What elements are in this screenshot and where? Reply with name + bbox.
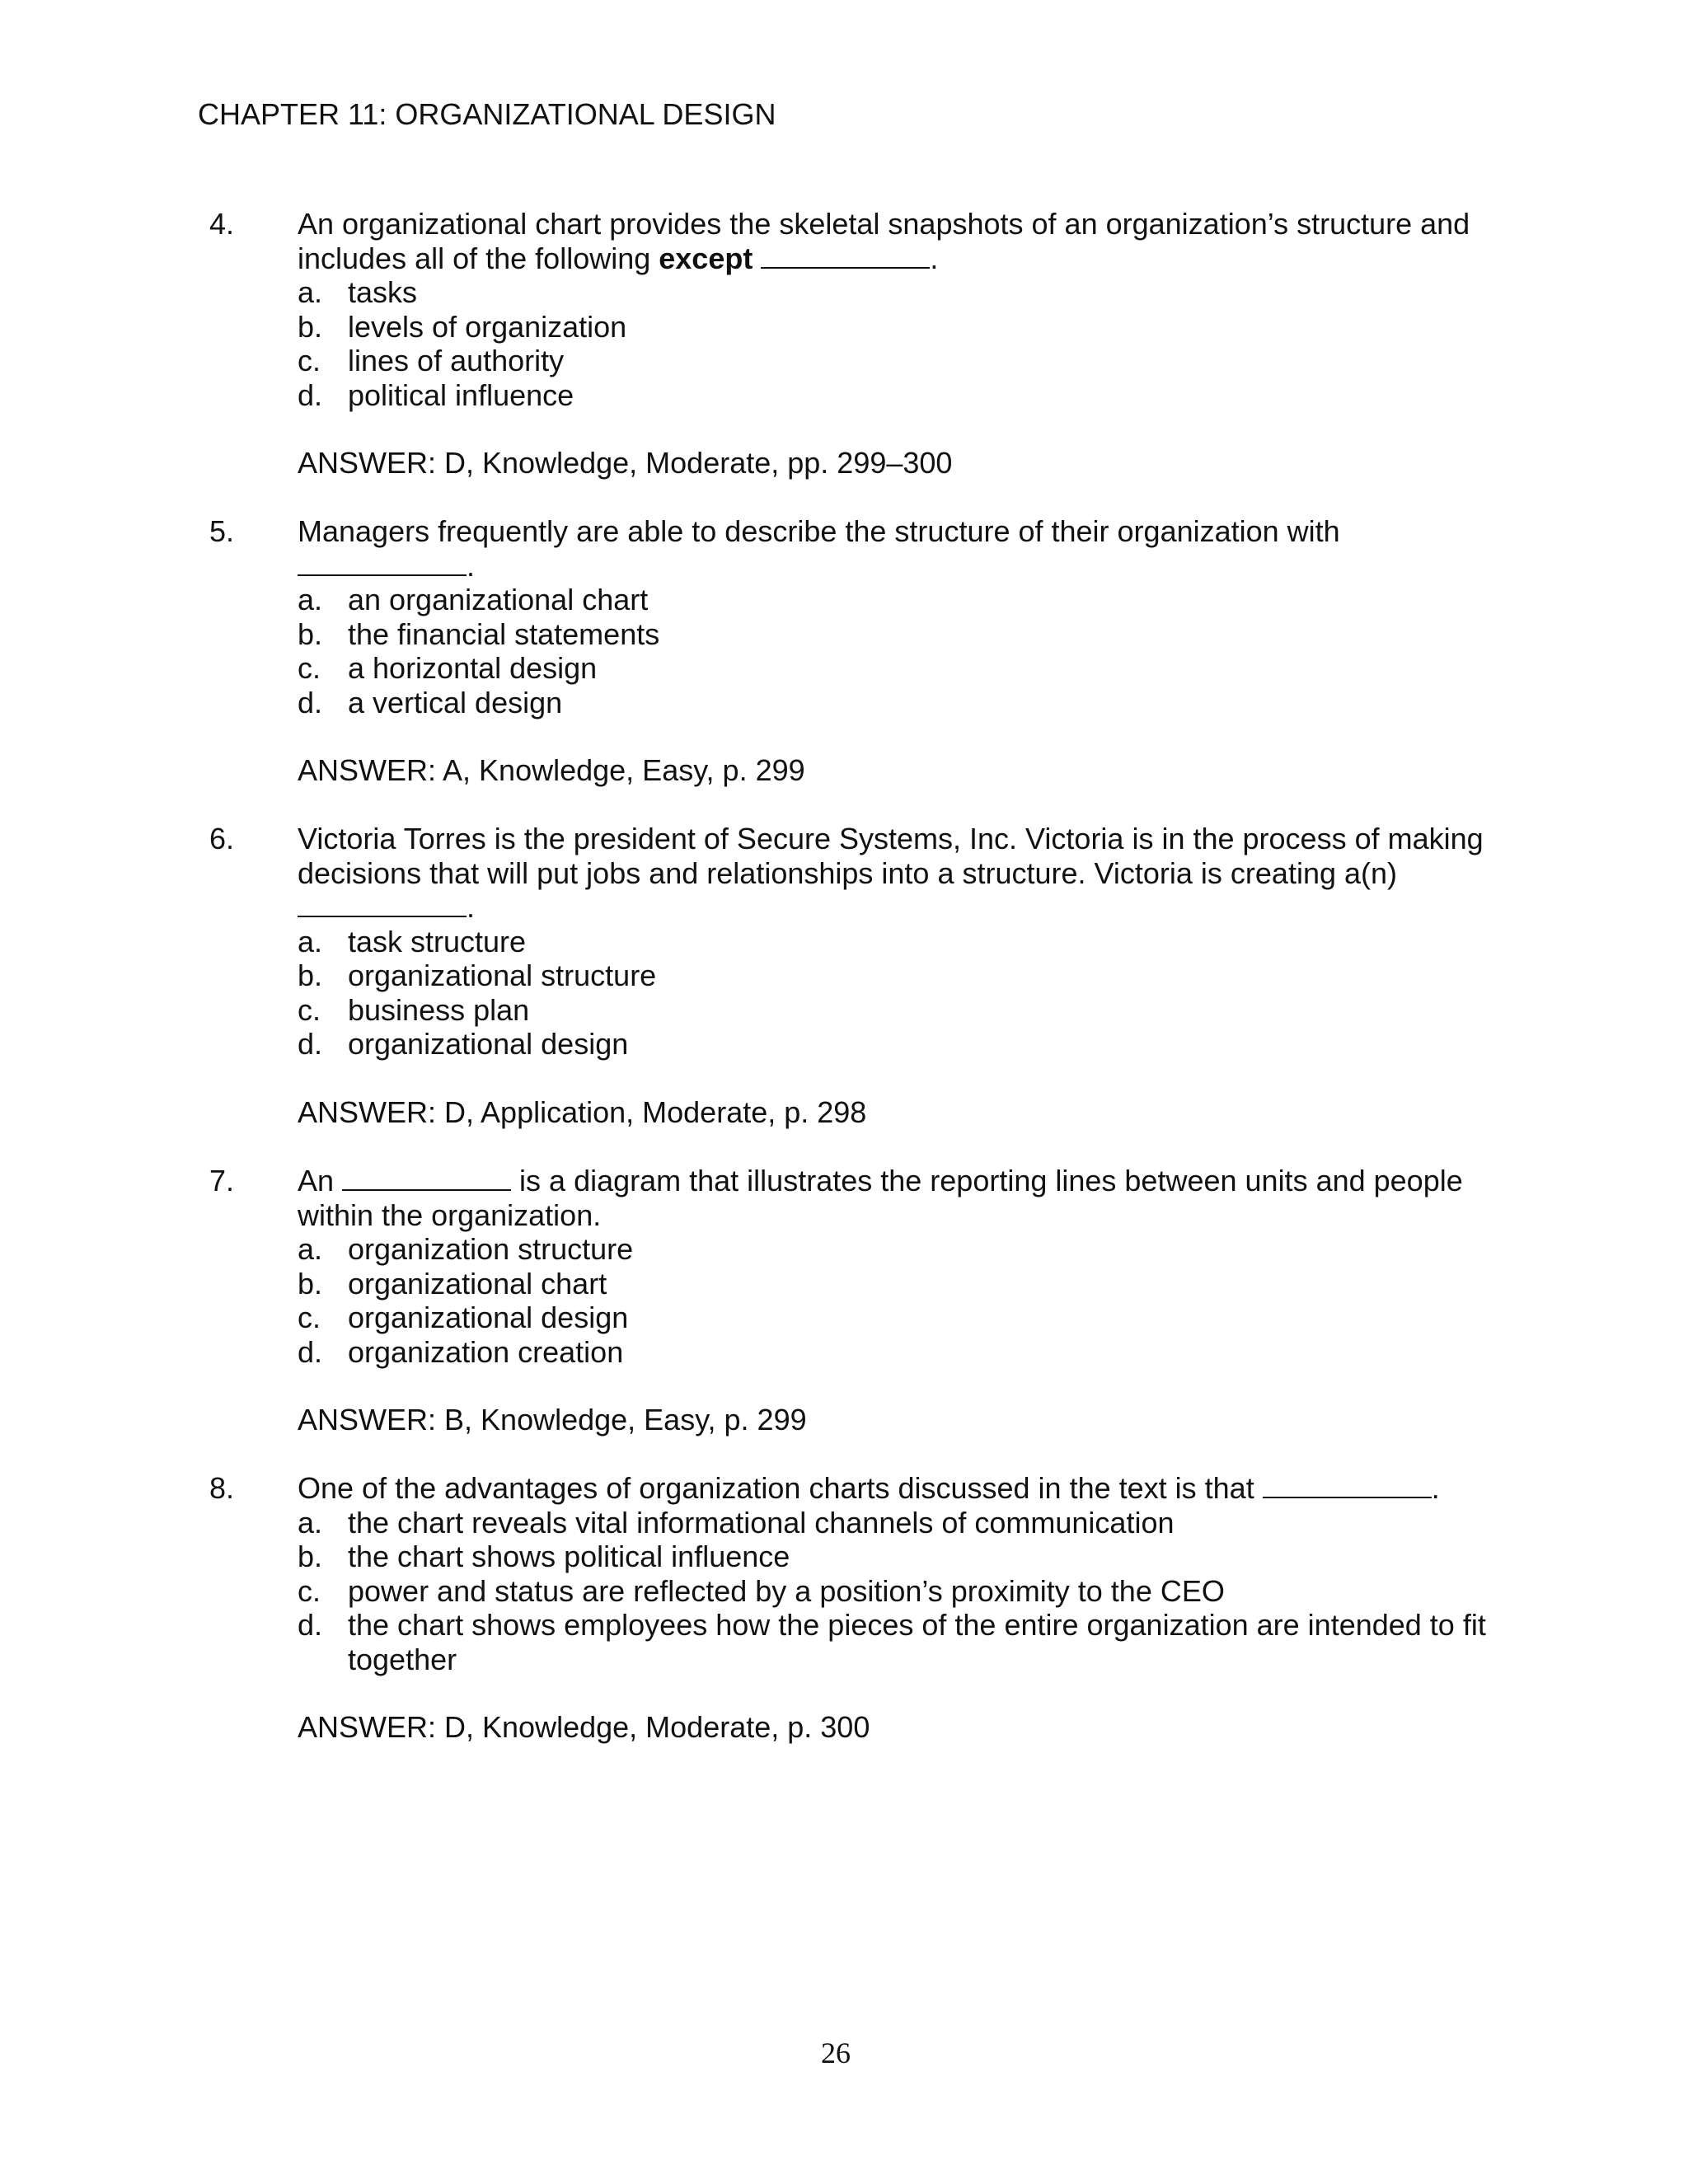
stem-emphasis: except — [659, 241, 753, 275]
option-a — [298, 1232, 1501, 1267]
option-a — [298, 925, 1501, 959]
option-b — [298, 617, 1501, 652]
option-letter: c. — [298, 651, 321, 685]
option-c — [298, 651, 1501, 686]
answer-key: ANSWER: D, Application, Moderate, p. 298 — [298, 1094, 867, 1129]
option-letter: c. — [298, 1301, 321, 1334]
stem-text-end: . — [930, 241, 939, 275]
option-d — [298, 686, 1501, 720]
option-a — [298, 1506, 1501, 1540]
answer-key: ANSWER: A, Knowledge, Easy, p. 299 — [298, 753, 805, 787]
option-c — [298, 344, 1501, 378]
option-text: the financial statements — [348, 616, 660, 651]
stem-text: One of the advantages of organization charts discussed in the text is that — [298, 1471, 1263, 1505]
option-text: organizational chart — [348, 1266, 607, 1301]
answer-key: ANSWER: B, Knowledge, Easy, p. 299 — [298, 1403, 807, 1436]
option-letter: b. — [298, 1266, 323, 1301]
question-stem — [298, 1471, 1501, 1506]
option-letter: d. — [298, 1334, 323, 1369]
option-letter: d. — [298, 1027, 323, 1061]
page-number: 26 — [821, 2036, 851, 2069]
answer-blank — [298, 550, 467, 576]
question-body — [298, 822, 1501, 1129]
option-text: lines of authority — [348, 344, 565, 377]
option-letter: d. — [298, 685, 323, 719]
option-letter: a. — [298, 1232, 323, 1266]
option-text: organization creation — [348, 1334, 624, 1369]
option-letter: b. — [298, 958, 323, 992]
stem-text-end: . — [467, 548, 476, 583]
option-d — [298, 1027, 1501, 1062]
option-a — [298, 583, 1501, 617]
question-stem — [298, 514, 1501, 583]
stem-text-end: is a diagram that illustrates the reporting lines between units and people within the organization. — [298, 1164, 1463, 1232]
option-text: tasks — [348, 275, 418, 309]
stem-text: Managers frequently are able to describe the structure of their organization with — [298, 514, 1340, 548]
question-stem — [298, 822, 1501, 925]
question-body — [298, 1164, 1501, 1437]
option-text: organizational structure — [348, 958, 657, 992]
question-number: 5. — [209, 514, 235, 548]
answer-blank — [1263, 1472, 1432, 1498]
question-body — [298, 514, 1501, 788]
option-a — [298, 275, 1501, 310]
option-text: the chart reveals vital informational channels of communication — [348, 1505, 1175, 1540]
option-text: organization structure — [348, 1232, 634, 1266]
option-letter: a. — [298, 1505, 323, 1540]
stem-text-end: . — [1431, 1471, 1440, 1505]
option-text: task structure — [348, 924, 527, 958]
option-letter: a. — [298, 924, 323, 958]
answer-key: ANSWER: D, Knowledge, Moderate, pp. 299–300 — [298, 446, 953, 480]
option-list — [298, 1232, 1501, 1369]
option-c — [298, 993, 1501, 1028]
option-letter: c. — [298, 1573, 321, 1608]
stem-text: Victoria Torres is the president of Secure Systems, Inc. Victoria is in the process of making decisions that will put jobs and relationships into a structure. Victoria is creating a(n) — [298, 822, 1484, 890]
option-text: an organizational chart — [348, 583, 649, 616]
option-text: a horizontal design — [348, 651, 598, 685]
question-number: 7. — [209, 1164, 235, 1197]
question-body — [298, 1471, 1501, 1745]
option-letter: c. — [298, 992, 321, 1027]
option-text: organizational design — [348, 1027, 629, 1061]
option-b — [298, 310, 1501, 344]
question-stem — [298, 1164, 1501, 1232]
option-letter: a. — [298, 275, 323, 309]
option-d — [298, 1608, 1501, 1676]
option-list — [298, 583, 1501, 719]
option-d — [298, 378, 1501, 413]
option-list — [298, 275, 1501, 412]
option-letter: d. — [298, 1608, 323, 1642]
option-c — [298, 1301, 1501, 1335]
chapter-title: CHAPTER 11: ORGANIZATIONAL DESIGN — [198, 97, 776, 131]
answer-blank — [342, 1165, 511, 1191]
option-letter: a. — [298, 583, 323, 616]
option-letter: b. — [298, 309, 323, 344]
option-text: levels of organization — [348, 309, 627, 344]
option-letter: b. — [298, 1540, 323, 1573]
option-b — [298, 958, 1501, 993]
answer-blank — [298, 891, 467, 917]
option-b — [298, 1540, 1501, 1574]
option-d — [298, 1335, 1501, 1370]
question-number: 6. — [209, 822, 235, 855]
option-letter: c. — [298, 344, 321, 377]
option-b — [298, 1267, 1501, 1301]
stem-text: An organizational chart provides the skeletal snapshots of an organization’s structure and includes all of the following — [298, 207, 1470, 275]
option-text: the chart shows political influence — [348, 1540, 790, 1573]
option-text: organizational design — [348, 1301, 629, 1334]
question-number: 4. — [209, 207, 235, 241]
option-list — [298, 1506, 1501, 1677]
option-text: a vertical design — [348, 685, 563, 719]
option-text: the chart shows employees how the pieces of the entire organization are intended to fit together — [348, 1608, 1486, 1676]
answer-blank — [761, 242, 930, 269]
option-text: business plan — [348, 992, 530, 1027]
stem-text: An — [298, 1164, 343, 1197]
question-stem — [298, 207, 1501, 275]
question-number: 8. — [209, 1471, 235, 1505]
stem-text-end: . — [467, 890, 476, 924]
option-letter: d. — [298, 377, 323, 412]
option-c — [298, 1574, 1501, 1609]
answer-key: ANSWER: D, Knowledge, Moderate, p. 300 — [298, 1710, 870, 1744]
question-body — [298, 207, 1501, 480]
option-text: power and status are reflected by a position’s proximity to the CEO — [348, 1573, 1225, 1608]
option-list — [298, 925, 1501, 1062]
option-letter: b. — [298, 616, 323, 651]
option-text: political influence — [348, 377, 574, 412]
